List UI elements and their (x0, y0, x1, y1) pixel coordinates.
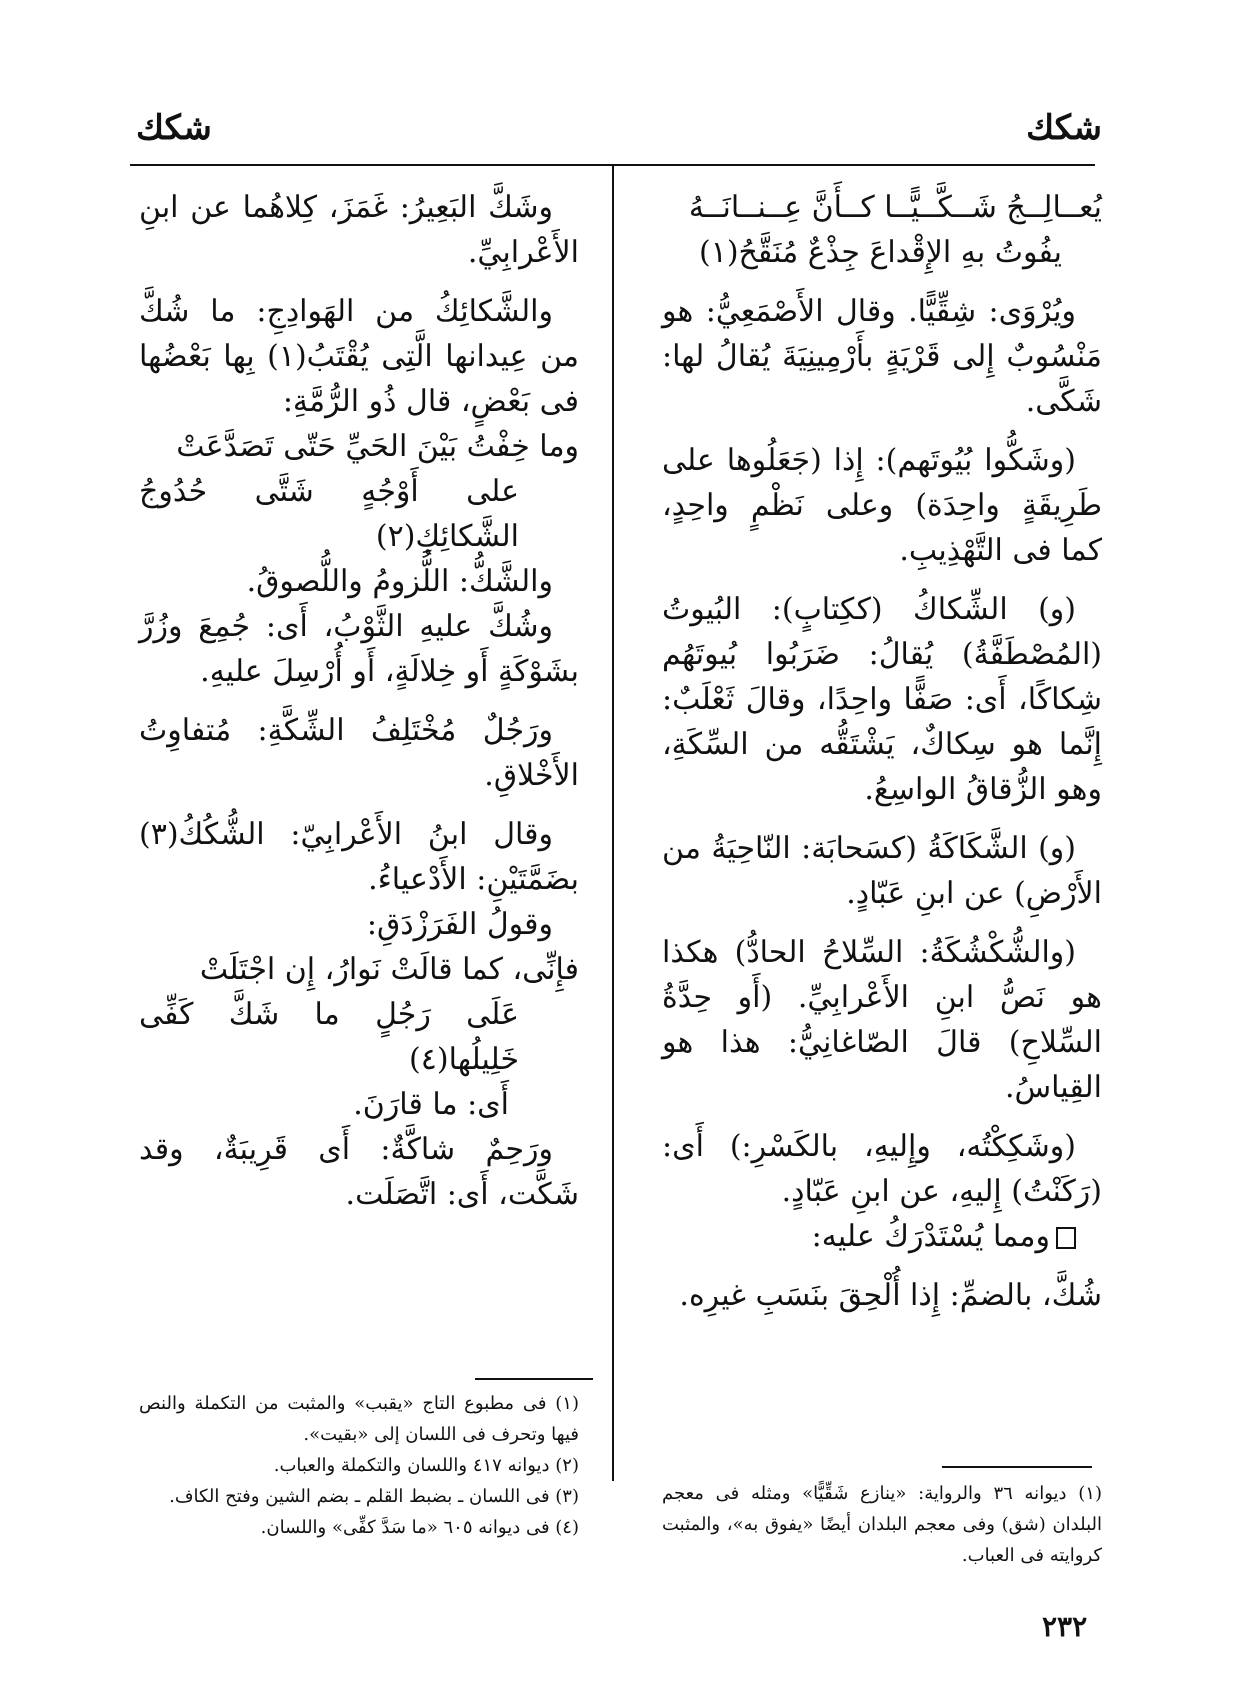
footnotes-right (662, 1478, 1102, 1571)
footnote: (٣) فى اللسان ـ بضبط القلم ـ بضم الشين وفتح الكاف. (169, 1486, 579, 1507)
paragraph: وقولُ الفَرَزْدَقِ: (366, 907, 553, 942)
paragraph: ويُرْوَى: شِقِّيًّا. وقال الأَصْمَعِيُّ: هو مَنْسُوبٌ إِلى قَرْيَةٍ بأَرْمِينِيَةَ يُقالُ لها: شَكَّى. (662, 294, 1102, 419)
verse-line: فإِنِّى، كما قالَتْ نَوارُ، إِن اجْتَلَتْ (199, 952, 579, 987)
paragraph: (و) الشَّكَاكَةُ (كسَحابَة: النّاحِيَةُ من الأَرْضِ) عن ابنِ عَبّادٍ. (662, 831, 1102, 911)
right-column (662, 185, 1102, 1318)
paragraph: ورَحِمٌ شاكَّةٌ: أَى قَرِيبَةٌ، وقد شَكَّت، أَى: اتَّصَلَت. (139, 1132, 579, 1212)
footnote: (١) ديوانه ٣٦ والرواية: «ينازع شَقِّيًّا» ومثله فى معجم البلدان (شق) وفى معجم البلدان أيضًا «يفوق به»، والمثبت كروايته فى العباب. (662, 1483, 1102, 1566)
paragraph: ورَجُلٌ مُخْتَلِفُ الشِّكَّةِ: مُتفاوِتُ الأَخْلاقِ. (139, 713, 579, 793)
addendum-heading-text: ومما يُسْتَدْرَكُ عليه: (811, 1219, 1050, 1254)
verse-line: يُعــالِــجُ شَــكَّــيًّــا كــأَنَّ عِــنــانَــهُ (688, 190, 1102, 225)
paragraph: والشَّكُّ: اللُّزومُ واللُّصوقُ. (246, 564, 553, 599)
verse-line: وما خِفْتُ بَيْنَ الحَيِّ حَتّى تَصَدَّعَتْ (176, 429, 579, 464)
page-number: ٢٣٢ (1042, 1610, 1088, 1643)
footnote: (٢) ديوانه ٤١٧ واللسان والتكملة والعباب. (273, 1455, 579, 1476)
footnotes-left (139, 1388, 579, 1543)
running-header-left: شكك (136, 108, 212, 148)
footnote-rule-right (942, 1466, 1092, 1468)
paragraph: وشُكَّ عليهِ الثَّوْبُ، أَى: جُمِعَ وزُرَّ بشَوْكَةٍ أَو خِلالَةٍ، أَو أُرْسِلَ عليهِ. (139, 609, 579, 689)
paragraph: وقال ابنُ الأَعْرابِيّ: الشُّكُكُ(٣) بضَمَّتَيْنِ: الأَدْعياءُ. (139, 817, 579, 897)
paragraph: شُكَّ، بالضمِّ: إِذا أُلْحِقَ بنَسَبِ غيرِه. (679, 1278, 1102, 1313)
paragraph: والشَّكائِكُ من الهَوادِجِ: ما شُكَّ من عِيدانها الَّتِى يُقْتَبُ(١) بِها بَعْضُها فى بَعْضٍ، قال ذُو الرُّمَّةِ: (139, 294, 579, 419)
paragraph: (و) الشِّكاكُ (ككِتابٍ): البُيوتُ (المُصْطَفَّةُ) يُقالُ: ضَرَبُوا بُيوتَهُم شِكاكًا، أَى: صَفًّا واحِدًا، وقالَ ثَعْلَبٌ: إِنَّما هو سِكاكٌ، يَشْتَقُّه من السِّكَةِ، وهو الزُّقاقُ الواسِعُ. (662, 592, 1102, 807)
running-header-right: شكك (1026, 108, 1102, 148)
paragraph: وشَكَّ البَعِيرُ: غَمَزَ، كِلاهُما عن ابنِ الأَعْرابِيِّ. (139, 190, 579, 270)
paragraph: (والشُّكْشُكَةُ: السِّلاحُ الحادُّ) هكذا هو نَصُّ ابنِ الأَعْرابِيِّ. (أَو حِدَّةُ السِّلاحِ) قالَ الصّاغانِيُّ: هذا هو القِياسُ. (662, 935, 1102, 1105)
paragraph: (وشَكُّوا بُيُوتَهم): إِذا (جَعَلُوها على طَرِيقَةٍ واحِدَة) وعلى نَظْمٍ واحِدٍ، كما فى التَّهْذِيبِ. (662, 443, 1102, 568)
paragraph: أَى: ما قارَنَ. (353, 1087, 509, 1122)
footnote-rule-left (475, 1378, 593, 1380)
left-column (139, 185, 579, 1217)
verse-line: عَلَى رَجُلٍ ما شَكَّ كَفِّى خَلِيلُها(٤) (139, 997, 519, 1077)
column-divider (612, 166, 614, 1481)
addendum-heading (662, 1214, 1102, 1259)
verse-line: يفُوتُ بهِ الإِقْداعَ جِذْعٌ مُنَقَّحُ(١) (698, 235, 1062, 270)
footnote: (٤) فى ديوانه ٦٠٥ «ما سَدَّ كفِّى» واللسان. (260, 1517, 579, 1538)
verse-line: على أَوْجُهٍ شَتَّى حُدُوجُ الشَّكائِكِ(٢) (139, 474, 519, 554)
square-marker-icon (1056, 1227, 1076, 1249)
paragraph: (وشَكِكْتُه، وإِليهِ، بالكَسْرِ:) أَى: (رَكَنْتُ) إِليهِ، عن ابنِ عَبّادٍ. (662, 1129, 1102, 1209)
footnote: (١) فى مطبوع التاج «يقبب» والمثبت من التكملة والنص فيها وتحرف فى اللسان إلى «بقيت». (139, 1393, 579, 1445)
